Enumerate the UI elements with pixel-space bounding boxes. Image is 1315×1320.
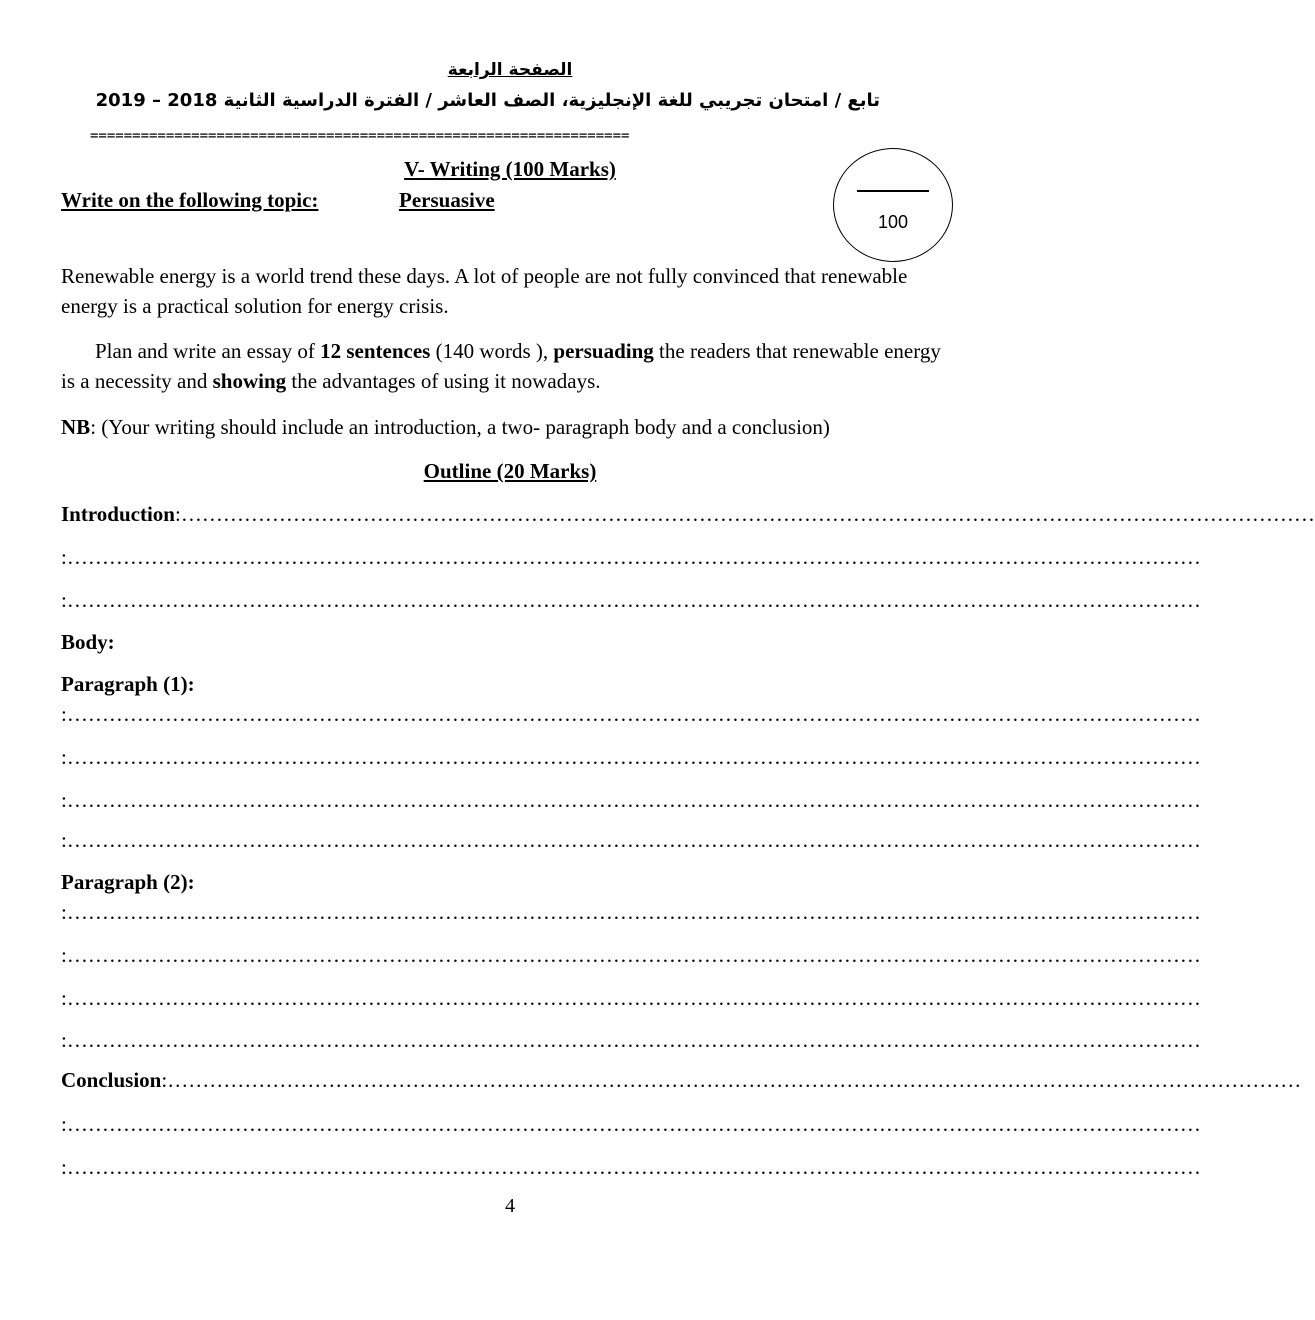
writing-line[interactable]: :……………………………………………………………………………………………………………………………………………… (61, 745, 1201, 769)
writing-line[interactable]: :……………………………………………………………………………………………………………………………………………… (61, 1112, 1201, 1136)
writing-line[interactable]: :……………………………………………………………………………………………………………………………………………… (61, 900, 1201, 924)
conclusion-line[interactable]: Conclusion:……………………………………………………………………………………………………………………………………………… (61, 1068, 1302, 1092)
outline-title: Outline (20 Marks) (423, 459, 597, 483)
separator-line: ================================================================ (90, 128, 630, 144)
paragraph2-label: Paragraph (2): (61, 870, 195, 894)
page-number: 4 (505, 1195, 515, 1217)
score-total: 100 (877, 212, 909, 232)
writing-line[interactable]: :……………………………………………………………………………………………………………………………………………… (61, 1028, 1201, 1052)
body-label: Body: (61, 630, 115, 654)
introduction-line[interactable]: Introduction:……………………………………………………………………………………………………………………………………………… (61, 502, 1315, 526)
writing-line[interactable]: :……………………………………………………………………………………………………………………………………………… (61, 828, 1201, 852)
writing-line[interactable]: :……………………………………………………………………………………………………………………………………………… (61, 588, 1201, 612)
exam-subtitle-arabic: تابع / امتحان تجريبي للغة الإنجليزية، الصف العاشر / الفترة الدراسية الثانية 2018 – 2019 (95, 90, 880, 111)
topic-type: Persuasive (399, 188, 495, 212)
prompt-task: Plan and write an essay of 12 sentences (140 words ), persuading the readers that renewable energy is a necessity and showing the advantages of using it nowadays. (61, 339, 941, 393)
page-label-arabic: الصفحة الرابعة (447, 60, 573, 80)
writing-line[interactable]: :……………………………………………………………………………………………………………………………………………… (61, 1155, 1201, 1179)
section-title: V- Writing (100 Marks) (404, 157, 616, 181)
writing-line[interactable]: :……………………………………………………………………………………………………………………………………………… (61, 986, 1201, 1010)
score-blank-line (857, 190, 929, 192)
topic-label: Write on the following topic: (61, 188, 319, 212)
writing-line[interactable]: :……………………………………………………………………………………………………………………………………………… (61, 545, 1201, 569)
paragraph1-label: Paragraph (1): (61, 672, 195, 696)
writing-line[interactable]: :……………………………………………………………………………………………………………………………………………… (61, 702, 1201, 726)
prompt-intro: Renewable energy is a world trend these days. A lot of people are not fully convinced that renewable energy is a practical solution for energy crisis. (61, 264, 908, 318)
writing-line[interactable]: :……………………………………………………………………………………………………………………………………………… (61, 788, 1201, 812)
writing-line[interactable]: :……………………………………………………………………………………………………………………………………………… (61, 943, 1201, 967)
prompt-nb: NB: (Your writing should include an introduction, a two- paragraph body and a conclusion) (61, 415, 830, 439)
